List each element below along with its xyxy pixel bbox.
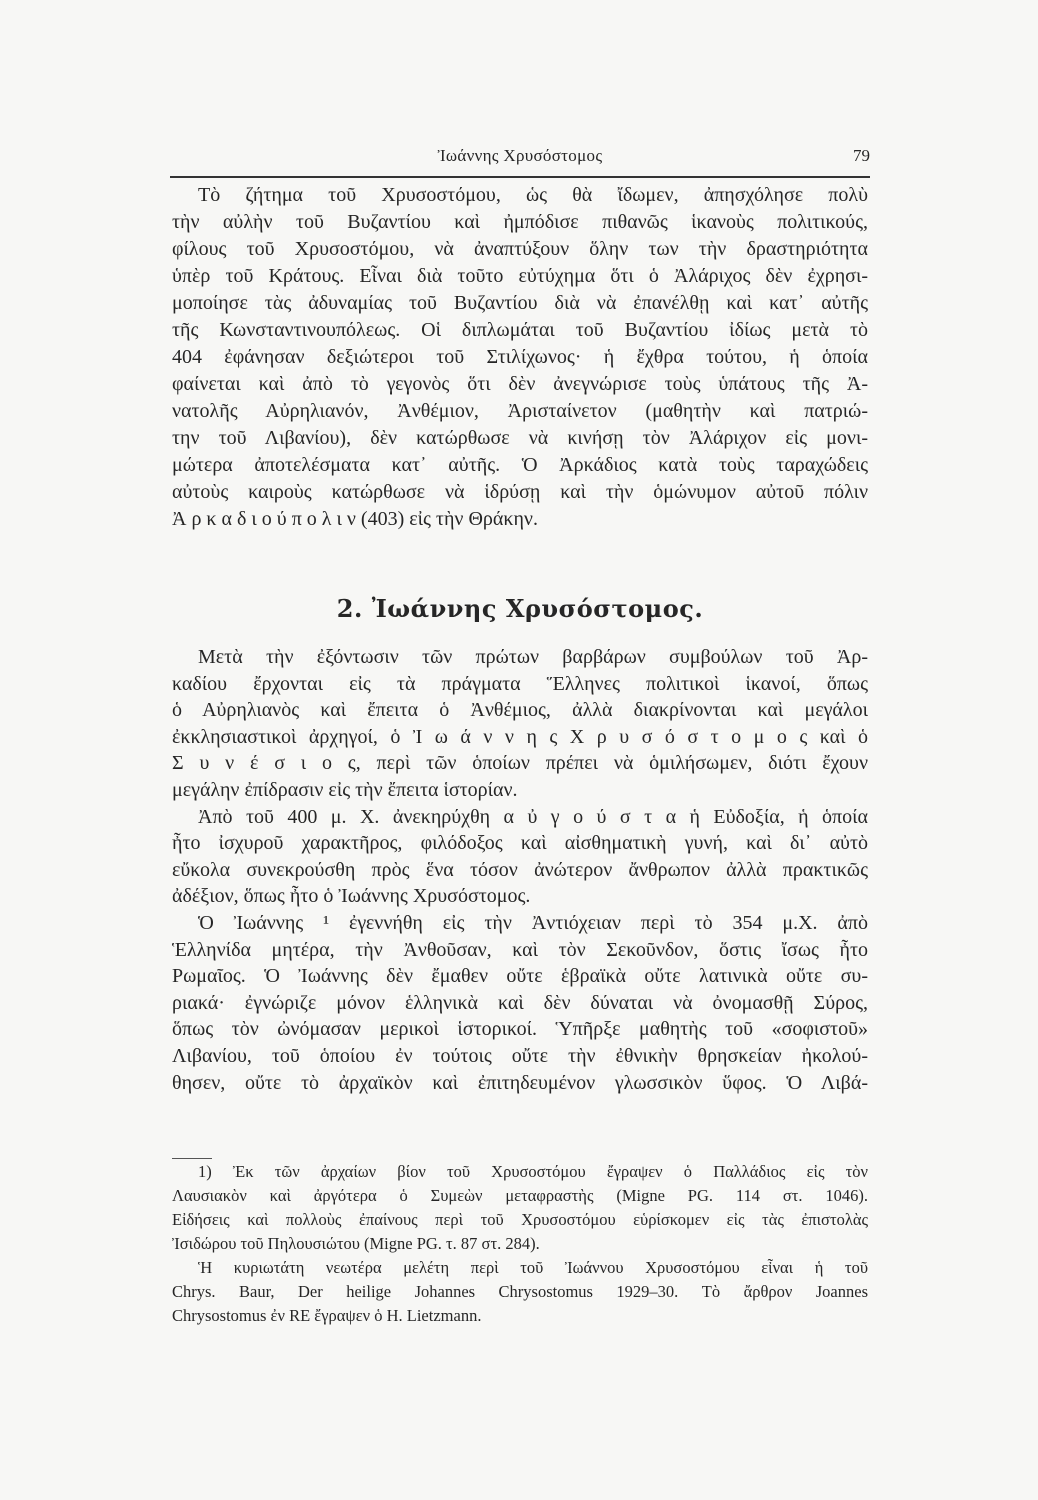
text-line: φίλους τοῦ Χρυσοστόμου, νὰ ἀναπτύξουν ὅλην των τὴν δραστηριότητα <box>172 238 868 260</box>
footnote-line: Chrys. Baur, Der heilige Johannes Chrysostomus 1929–30. Τὸ ἄρθρον Joannes <box>172 1282 868 1301</box>
footnote-line: 1) Ἐκ τῶν ἀρχαίων βίον τοῦ Χρυσοστόμου ἔγραψεν ὁ Παλλάδιος εἰς τὸν <box>198 1162 868 1181</box>
text-line: καδίου ἔρχονται εἰς τὰ πράγματα Ἕλληνες πολιτικοὶ ἱκανοί, ὅπως <box>172 672 868 695</box>
section2-text <box>172 644 868 1096</box>
footnote-line: Εἰδήσεις καὶ πολλοὺς ἐπαίνους περὶ τοῦ Χρυσοστόμου εὑρίσκομεν εἰς τὰς ἐπιστολὰς <box>172 1210 868 1229</box>
text-line: Σ υ ν έ σ ι ο ς, περὶ τῶν ὁποίων πρέπει νὰ ὁμιλήσωμεν, διότι ἔχουν <box>172 752 868 775</box>
text-line: Ὁ Ἰωάννης ¹ ἐγεννήθη εἰς τὴν Ἀντιόχειαν περὶ τὸ 354 μ.Χ. ἀπὸ <box>198 911 868 934</box>
footnote-line: Λαυσιακὸν καὶ ἀργότερα ὁ Συμεὼν μεταφραστὴς (Migne PG. 114 στ. 1046). <box>172 1186 868 1205</box>
text-line: ἐκκλησιαστικοὶ ἀρχηγοί, ὁ Ἰ ω ά ν ν η ς Χ ρ υ σ ό σ τ ο μ ο ς καὶ ὁ <box>172 725 868 748</box>
text-line: ὅπως τὸν ὠνόμασαν μερικοὶ ἱστορικοί. Ὑπῆρξε μαθητὴς τοῦ «σοφιστοῦ» <box>172 1018 868 1041</box>
text-line: ἀδέξιον, ὅπως ἦτο ὁ Ἰωάννης Χρυσόστομος. <box>172 885 531 908</box>
footnotes <box>172 1160 868 1328</box>
text-line: ὁ Αὐρηλιανὸς καὶ ἔπειτα ὁ Ἀνθέμιος, ἀλλὰ διακρίνονται καὶ μεγάλοι <box>172 699 868 722</box>
section1-text <box>172 182 868 533</box>
text-line: Ἀπὸ τοῦ 400 μ. Χ. ἀνεκηρύχθη α ὐ γ ο ύ σ τ α ἡ Εὐδοξία, ἡ ὁποία <box>198 805 868 828</box>
text-line: ἦτο ἰσχυροῦ χαρακτῆρος, φιλόδοξος καὶ αἰσθηματικὴ γυνή, καὶ δι᾽ αὐτὸ <box>172 832 868 855</box>
header-rule <box>170 176 870 178</box>
text-line: την τοῦ Λιβανίου), δὲν κατώρθωσε νὰ κινήσῃ τὸν Ἀλάριχον εἰς μονι- <box>172 427 868 449</box>
text-line: νατολῆς Αὐρηλιανόν, Ἀνθέμιον, Ἀρισταίνετον (μαθητὴν καὶ πατριώ- <box>172 400 868 422</box>
text-line: μοποίησε τὰς ἀδυναμίας τοῦ Βυζαντίου διὰ νὰ ἐπανέλθῃ καὶ κατ᾽ αὐτῆς <box>172 292 868 314</box>
text-line: μώτερα ἀποτελέσματα κατ᾽ αὐτῆς. Ὁ Ἀρκάδιος κατὰ τοὺς ταραχώδεις <box>172 454 868 476</box>
text-line: ὑπὲρ τοῦ Κράτους. Εἶναι διὰ τοῦτο εὐτύχημα ὅτι ὁ Ἀλάριχος δὲν ἐχρησι- <box>172 265 868 287</box>
text-line: Τὸ ζήτημα τοῦ Χρυσοστόμου, ὡς θὰ ἴδωμεν, ἀπησχόλησε πολὺ <box>198 184 868 206</box>
text-line: τὴν αὐλὴν τοῦ Βυζαντίου καὶ ἠμπόδισε πιθανῶς ἱκανοὺς πολιτικούς, <box>172 211 868 233</box>
text-line: θησεν, οὔτε τὸ ἀρχαϊκὸν καὶ ἐπιτηδευμένον γλωσσικὸν ὕφος. Ὁ Λιβά- <box>172 1071 868 1094</box>
text-line: μεγάλην ἐπίδρασιν εἰς τὴν ἔπειτα ἱστορίαν. <box>172 778 518 801</box>
text-line: τῆς Κωνσταντινουπόλεως. Οἱ διπλωμάται τοῦ Βυζαντίου ἰδίως μετὰ τὸ <box>172 319 868 341</box>
text-line: Μετὰ τὴν ἐξόντωσιν τῶν πρώτων βαρβάρων συμβούλων τοῦ Ἀρ- <box>198 646 868 668</box>
text-line: 404 ἐφάνησαν δεξιώτεροι τοῦ Στιλίχωνος· ἡ ἔχθρα τούτου, ἡ ὁποία <box>172 346 868 368</box>
running-header <box>170 142 870 170</box>
running-title: Ἰωάννης Χρυσόστομος <box>437 146 603 165</box>
text-line: ριακά· ἐγνώριζε μόνον ἑλληνικὰ καὶ δὲν δύναται νὰ ὀνομασθῇ Σύρος, <box>172 991 868 1014</box>
footnote-line: Ἡ κυριωτάτη νεωτέρα μελέτη περὶ τοῦ Ἰωάννου Χρυσοστόμου εἶναι ἡ τοῦ <box>198 1258 868 1277</box>
text-line: αὐτοὺς καιροὺς κατώρθωσε νὰ ἱδρύσῃ καὶ τὴν ὁμώνυμον αὐτοῦ πόλιν <box>172 481 868 503</box>
footnote-line: Chrysostomus ἐν RE ἔγραψεν ὁ H. Lietzmann. <box>172 1306 482 1325</box>
text-line: Ἑλληνίδα μητέρα, τὴν Ἀνθοῦσαν, καὶ τὸν Σεκοῦνδον, ὅστις ἴσως ἦτο <box>172 938 868 961</box>
page-number: 79 <box>853 146 870 165</box>
text-line: εὔκολα συνεκρούσθη πρὸς ἕνα τόσον ἀνώτερον ἄνθρωπον ἀλλὰ πρακτικῶς <box>172 858 868 881</box>
text-line: Λιβανίου, τοῦ ὁποίου ἐν τούτοις οὔτε τὴν ἐθνικὴν θρησκείαν ἠκολού- <box>172 1044 868 1067</box>
text-line: Ἀ ρ κ α δ ι ο ύ π ο λ ι ν (403) εἰς τὴν Θράκην. <box>172 508 538 530</box>
text-line: φαίνεται καὶ ἀπὸ τὸ γεγονὸς ὅτι δὲν ἀνεγνώρισε τοὺς ὑπάτους τῆς Ἀ- <box>172 373 868 395</box>
text-line: Ρωμαῖος. Ὁ Ἰωάννης δὲν ἔμαθεν οὔτε ἑβραϊκὰ οὔτε λατινικὰ οὔτε συ- <box>172 965 868 988</box>
footnote-line: Ἰσιδώρου τοῦ Πηλουσιώτου (Migne PG. τ. 87 στ. 284). <box>172 1234 540 1253</box>
footnote-rule <box>172 1158 212 1159</box>
section-heading: 2. Ἰωάννης Χρυσόστομος. <box>336 594 704 623</box>
